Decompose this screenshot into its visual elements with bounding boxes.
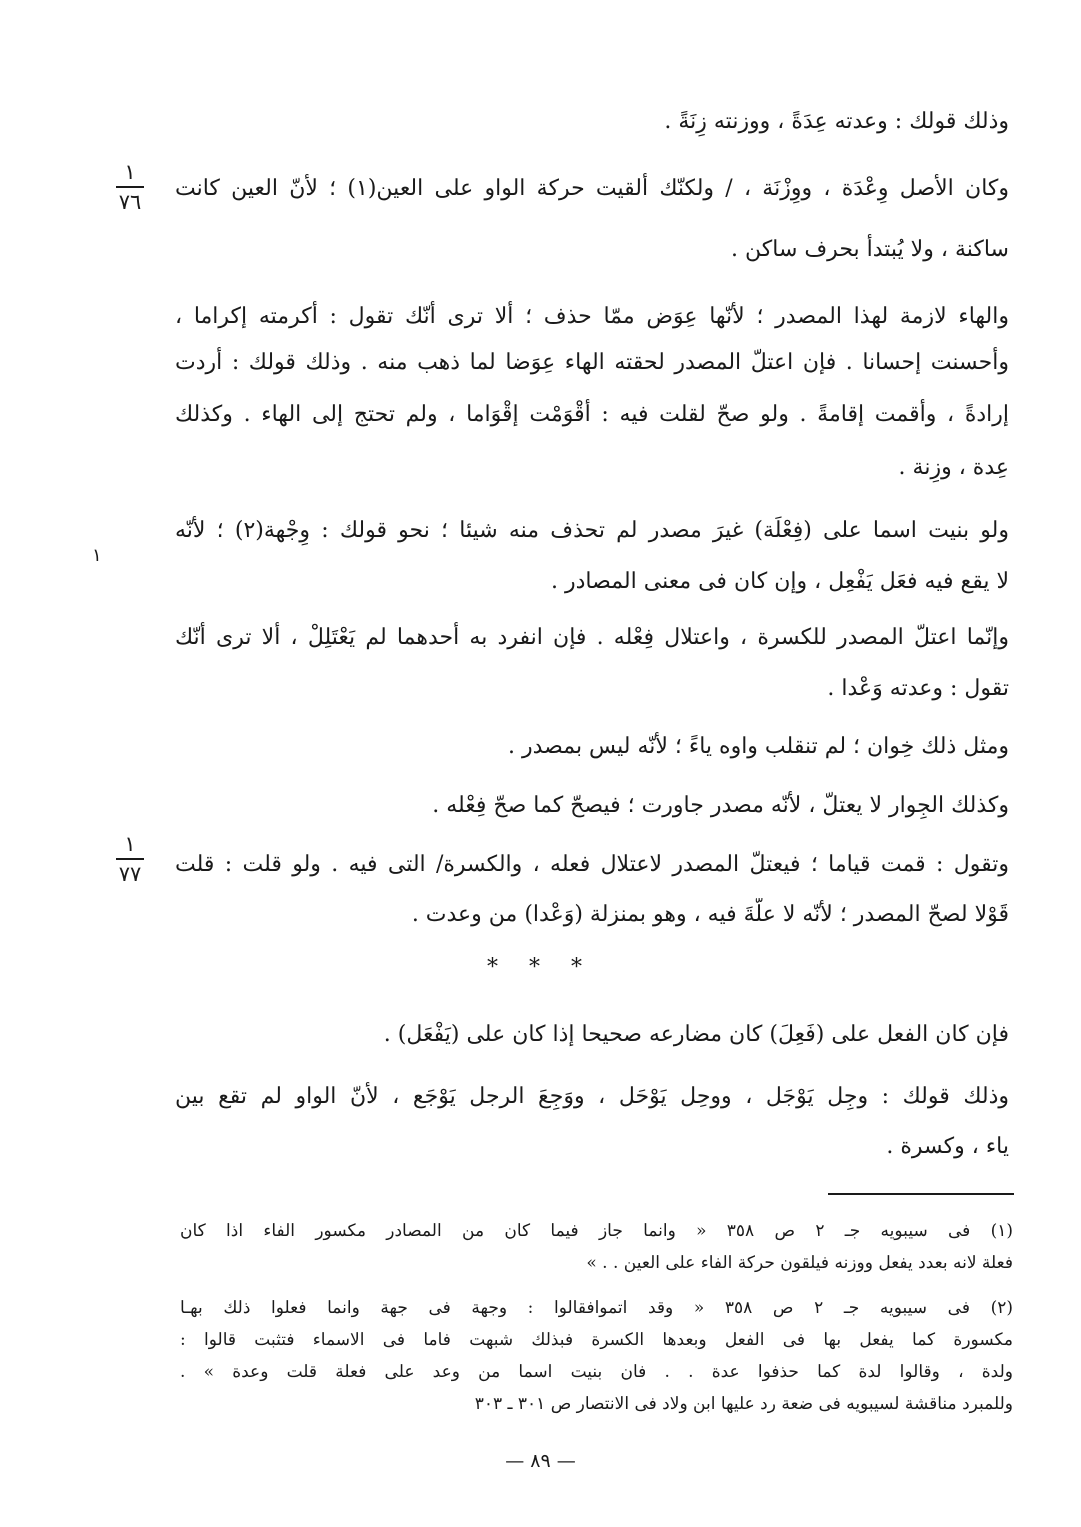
text-line-4: والهاء لازمة لهذا المصدر ؛ لأنّها عِوَض ممّا حذف ؛ ألا ترى أنّك تقول : أكرمته إكراما ، — [175, 304, 1009, 329]
margin-note-76 — [100, 160, 160, 214]
margin-note-top: ١ — [124, 832, 136, 856]
margin-stray-mark: ١ — [92, 545, 102, 566]
margin-note-divider — [116, 186, 144, 188]
text-line-17: وذلك قولك : وجِل يَوْجَل ، ووحِل يَوْحَل ، ووَجِعَ الرجل يَوْجَع ، لأنّ الواو لم تقع بين — [175, 1084, 1009, 1109]
text-line-2: وكان الأصل وِعْدَة ، ووِزْنَة ، / ولكنّك ألقيت حركة الواو على العين(١) ؛ لأنّ العين كانت — [175, 176, 1009, 201]
text-line-5: وأحسنت إحسانا . فإن اعتلّ المصدر لحقته الهاء عِوَضا لما ذهب منه . وذلك قولك : أردت — [175, 350, 1009, 375]
margin-note-divider — [116, 858, 144, 860]
text-line-7: عِدة ، وزِنة . — [898, 455, 1009, 480]
footnote-separator — [828, 1193, 1014, 1195]
text-line-10: وإنّما اعتلّ المصدر للكسرة ، واعتلال فِعْله . فإن انفرد به أحدهما لم يَعْتَلِلْ ، ألا ترى أنّك — [175, 625, 1009, 650]
footnote-line-3: (٢) فى سيبويه جـ ٢ ص ٣٥٨ « وقد اتموافقالوا : وجهة فى جهة وانما فعلوا ذلك بهـا — [180, 1298, 1013, 1318]
text-line-14: وتقول : قمت قياما ؛ فيعتلّ المصدر لاعتلال فعله ، والكسرة/ التى فيه . ولو قلت : قلت — [175, 852, 1009, 877]
footnote-line-6: وللمبرد مناقشة لسيبويه فى ضعة رد عليها ابن ولاد فى الانتصار ص ٣٠١ ـ ٣٠٣ — [474, 1394, 1013, 1414]
text-line-12: ومثل ذلك خِوان ؛ لم تنقلب واوه ياءً ؛ لأنّه ليس بمصدر . — [507, 734, 1009, 759]
text-line-15: قَوْلا لصحّ المصدر ؛ لأنّه لا علّةَ فيه ، وهو بمنزلة (وَعْدا) من وعدت . — [411, 902, 1009, 927]
footnote-line-4: مكسورة كما يفعل بها فى الفعل وبعدها الكسرة فبذلك شبهت فاما فى الاسماء فتثبت قالوا : — [180, 1330, 1013, 1350]
text-line-1: وذلك قولك : وعدته عِدَةً ، ووزنته زِنَةً . — [664, 109, 1009, 134]
footnote-line-1: (١) فى سيبويه جـ ٢ ص ٣٥٨ « وانما جاز فيما كان من المصادر مكسور الفاء اذا كان — [180, 1221, 1013, 1241]
text-line-13: وكذلك الجِوار لا يعتلّ ، لأنّه مصدر جاورت ؛ فيصحّ كما صحّ فِعْله . — [432, 793, 1009, 818]
footnote-line-5: ولدة ، وقالوا لدة كما حذفوا عدة . . فان بنيت اسما من وعد على فعلة قلت وعدة » . — [180, 1362, 1013, 1382]
text-line-6: إرادةً ، وأقمت إقامةً . ولو صحّ لقلت فيه : أقْوَمْت إقْوَاما ، ولم تحتج إلى الهاء . وكذلك — [175, 402, 1009, 427]
footnote-line-2: فعلة لانه بعدد يفعل ووزنه فيلقون حركة الفاء على العين . . » — [586, 1253, 1013, 1273]
margin-note-77 — [100, 832, 160, 886]
text-line-3: ساكنة ، ولا يُبتدأ بحرف ساكن . — [731, 237, 1009, 262]
text-line-16: فإن كان الفعل على (فَعِلَ) كان مضارعه صحيحا إذا كان على (يَفْعَل) . — [383, 1022, 1009, 1047]
page-number: — ٨٩ — — [505, 1450, 576, 1472]
margin-note-top: ١ — [124, 160, 136, 184]
text-line-11: تقول : وعدته وَعْدا . — [827, 676, 1009, 701]
text-line-9: لا يقع فيه فعَل يَفْعِل ، وإن كان فى معنى المصادر . — [551, 569, 1009, 594]
section-break: * * * — [487, 955, 594, 980]
margin-note-bottom: ٧٧ — [118, 862, 142, 886]
text-line-18: ياء ، وكسرة . — [886, 1134, 1009, 1159]
margin-note-bottom: ٧٦ — [118, 190, 142, 214]
text-line-8: ولو بنيت اسما على (فِعْلَة) غيرَ مصدر لم تحذف منه شيئا ؛ نحو قولك : وِجْهة(٢) ؛ لأنّه — [175, 518, 1009, 543]
